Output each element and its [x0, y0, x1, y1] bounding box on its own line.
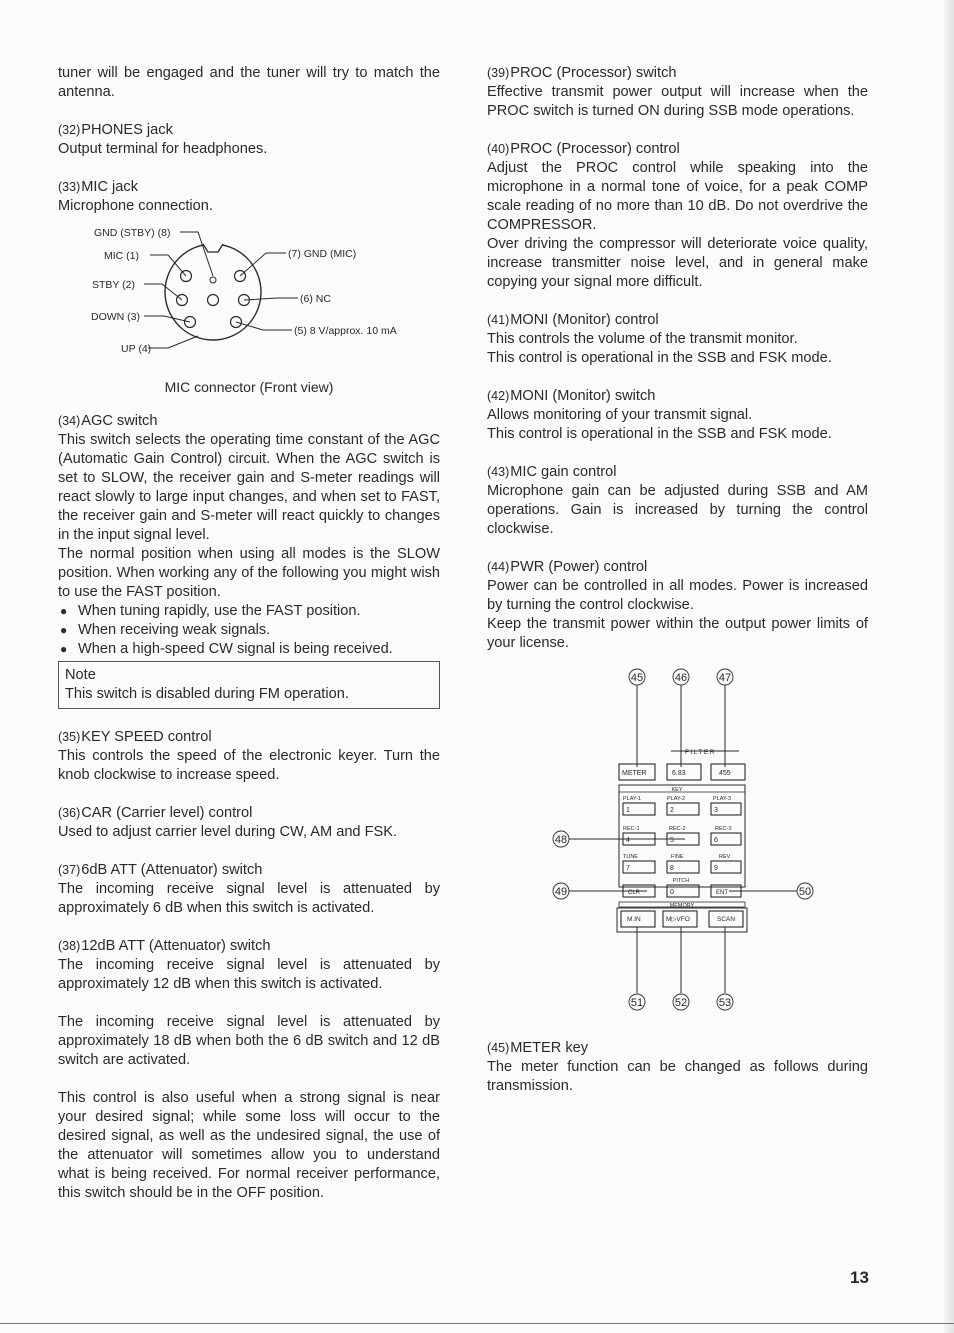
section-title: PHONES jack — [81, 122, 173, 138]
memory-label: MEMORY — [669, 903, 695, 909]
callout-47-text: 47 — [718, 672, 732, 684]
pin-4-label: UP (4) — [121, 343, 152, 355]
play-2-label: PLAY-2 — [667, 796, 686, 802]
tune-label: TUNE — [623, 854, 638, 860]
pin-center — [210, 277, 216, 283]
bottom-rule — [0, 1323, 954, 1324]
note-body: This switch is disabled during FM operation. — [65, 686, 349, 702]
item-number: (36) — [58, 806, 81, 820]
section-heading — [58, 937, 440, 956]
callout-53-text: 53 — [718, 997, 732, 1009]
rec-2-label: REC-2 — [669, 826, 686, 832]
section-body: Effective transmit power output will increase when the PROC switch is turned ON during SSB mode operations. — [487, 84, 868, 119]
list-item: ● When receiving weak signals. — [58, 621, 440, 640]
meter-key-label: METER — [622, 770, 647, 777]
section-body: Microphone connection. — [58, 198, 213, 214]
item-number: (34) — [58, 414, 81, 428]
leader-4 — [148, 336, 198, 348]
section-body-2: This control is operational in the SSB and FSK mode. — [487, 426, 832, 442]
leader-7 — [240, 253, 286, 276]
item-number: (32) — [58, 123, 81, 137]
item-number: (39) — [487, 66, 510, 80]
filter-455-label: 455 — [719, 770, 731, 777]
pin-2-label: STBY (2) — [92, 279, 135, 291]
pin-6-label: (6) NC — [300, 293, 331, 305]
section-title: PWR (Power) control — [510, 559, 648, 575]
section-body: The incoming receive signal level is attenuated by approximately 12 dB when this switch is activated. — [58, 957, 440, 992]
item-number: (38) — [58, 939, 81, 953]
section-heading — [58, 728, 440, 747]
pitch-label: PITCH — [672, 878, 690, 884]
play-1-label: PLAY-1 — [623, 796, 642, 802]
section-body: This controls the speed of the electronic keyer. Turn the knob clockwise to increase speed. — [58, 748, 440, 783]
section-heading — [487, 558, 868, 577]
item-number: (33) — [58, 180, 81, 194]
list-item: ● When a high-speed CW signal is being received. — [58, 640, 440, 659]
intro-text: tuner will be engaged and the tuner will try to match the antenna. — [58, 65, 440, 100]
section-32 — [58, 121, 440, 159]
section-44 — [487, 558, 868, 653]
pin-8 — [208, 295, 219, 306]
item-number: (37) — [58, 863, 81, 877]
m-vfo-label: M▷VFO — [666, 916, 690, 923]
section-title: METER key — [510, 1040, 589, 1056]
section-body-2: Keep the transmit power within the output power limits of your license. — [487, 616, 868, 651]
item-number: (42) — [487, 389, 510, 403]
section-heading — [58, 861, 440, 880]
section-body: The incoming receive signal level is attenuated by approximately 6 dB when this switch is activated. — [58, 881, 440, 916]
pin-7-label: (7) GND (MIC) — [288, 248, 357, 260]
note-title: Note — [65, 667, 96, 683]
section-body: Adjust the PROC control while speaking into the microphone in a normal tone of voice, for a peak COMP scale reading of no more than 10 dB. Do not overdrive the COMPRESSOR. — [487, 160, 868, 233]
section-body: This controls the volume of the transmit monitor. — [487, 331, 798, 347]
scan-label: SCAN — [717, 916, 736, 923]
m-in-label: M.IN — [627, 916, 641, 923]
section-heading — [487, 311, 868, 330]
section-title: MIC gain control — [510, 464, 617, 480]
section-heading — [487, 1039, 868, 1058]
section-title: MONI (Monitor) switch — [510, 388, 656, 404]
section-43 — [487, 463, 868, 539]
list-item: ● When tuning rapidly, use the FAST position. — [58, 602, 440, 621]
section-body-3: This control is also useful when a strong signal is near your desired signal; while some loss will occur to the desired signal, as well as the undesired signal, the use of the attenuator will sometimes allow you to understand what is being received. For normal receiver performance, this switch should be in the OFF position. — [58, 1090, 440, 1201]
section-body: Power can be controlled in all modes. Power is increased by turning the control clockwise. — [487, 578, 868, 613]
section-body-2: The normal position when using all modes is the SLOW position. When working any of the following you might wish to use the FAST position. — [58, 546, 440, 600]
key-2-label: 2 — [670, 807, 674, 814]
callout-48-text: 48 — [554, 834, 568, 846]
callout-50-text: 50 — [798, 886, 812, 898]
section-body-2: The incoming receive signal level is attenuated by approximately 18 dB when both the 6 dB switch and 12 dB switch are activated. — [58, 1014, 440, 1068]
key-8-label: 8 — [670, 865, 674, 872]
section-heading — [487, 387, 868, 406]
section-body: Microphone gain can be adjusted during SSB and AM operations. Gain is increased by turning the control clockwise. — [487, 483, 868, 537]
key-5-label: 5 — [670, 837, 674, 844]
section-38 — [58, 937, 440, 1203]
fine-label: FINE — [671, 854, 684, 860]
pin-5-label: (5) 8 V/approx. 10 mA — [294, 325, 397, 337]
callout-45-text: 45 — [630, 672, 644, 684]
item-number: (43) — [487, 465, 510, 479]
key-label: KEY — [671, 787, 683, 793]
intro-section — [58, 64, 440, 102]
section-title: 12dB ATT (Attenuator) switch — [81, 938, 271, 954]
leader-3 — [144, 316, 190, 322]
key-9-label: 9 — [714, 865, 718, 872]
section-title: KEY SPEED control — [81, 729, 212, 745]
leader-1 — [150, 255, 186, 276]
section-title: CAR (Carrier level) control — [81, 805, 253, 821]
leader-8 — [180, 232, 213, 276]
keypad-diagram — [487, 665, 868, 1021]
key-7-label: 7 — [626, 865, 630, 872]
section-heading — [487, 140, 868, 159]
section-37 — [58, 861, 440, 918]
rec-3-label: REC-3 — [715, 826, 732, 832]
section-body-2: This control is operational in the SSB and FSK mode. — [487, 350, 832, 366]
filter-683-label: 6.83 — [672, 770, 686, 777]
section-body: Allows monitoring of your transmit signal. — [487, 407, 753, 423]
callout-51-text: 51 — [630, 997, 644, 1009]
key-3-label: 3 — [714, 807, 718, 814]
section-body: Output terminal for headphones. — [58, 141, 268, 157]
section-title: PROC (Processor) switch — [510, 65, 677, 81]
page-edge-shadow — [944, 0, 954, 1333]
section-41 — [487, 311, 868, 368]
section-body-2: Over driving the compressor will deteriorate voice quality, increase transmitter noise level, and in general make copying your signal more difficult. — [487, 236, 868, 290]
section-heading — [487, 64, 868, 83]
section-title: AGC switch — [81, 413, 158, 429]
section-heading — [58, 178, 440, 197]
section-title: 6dB ATT (Attenuator) switch — [81, 862, 263, 878]
item-number: (41) — [487, 313, 510, 327]
section-title: MONI (Monitor) control — [510, 312, 659, 328]
section-36 — [58, 804, 440, 842]
pin-3-label: DOWN (3) — [91, 311, 141, 323]
section-body: The meter function can be changed as follows during transmission. — [487, 1059, 868, 1094]
mic-connector-diagram — [58, 220, 440, 378]
callout-46-text: 46 — [674, 672, 688, 684]
item-number: (35) — [58, 730, 81, 744]
pin-8-label: GND (STBY) (8) — [94, 227, 171, 239]
section-body: This switch selects the operating time constant of the AGC (Automatic Gain Control) circuit. When the AGC switch is set to SLOW, the receiver gain and S-meter readings will react slowly to large input changes, and when set to FAST, the receiver gain and S-meter will react quickly to changes in the input signal level. — [58, 432, 440, 543]
item-number: (40) — [487, 142, 510, 156]
section-heading — [487, 463, 868, 482]
section-heading — [58, 804, 440, 823]
section-heading — [58, 412, 440, 431]
section-heading — [58, 121, 440, 140]
section-33 — [58, 178, 440, 216]
pin-1-label: MIC (1) — [104, 250, 140, 262]
mic-connector-caption: MIC connector (Front view) — [164, 379, 334, 395]
item-number: (45) — [487, 1041, 510, 1055]
section-title: MIC jack — [81, 179, 139, 195]
item-number: (44) — [487, 560, 510, 574]
filter-label: FILTER — [685, 749, 716, 756]
key-ent-label: ENT — [716, 890, 728, 896]
rev-label: REV — [719, 854, 731, 860]
play-3-label: PLAY-3 — [713, 796, 732, 802]
leader-6 — [244, 298, 298, 300]
key-1-label: 1 — [626, 807, 630, 814]
key-6-label: 6 — [714, 837, 718, 844]
note-box — [58, 661, 440, 709]
section-34 — [58, 412, 440, 709]
rec-1-label: REC-1 — [623, 826, 640, 832]
bullet-list — [58, 602, 440, 659]
callout-52-text: 52 — [674, 997, 688, 1009]
left-column — [58, 64, 440, 1222]
section-title: PROC (Processor) control — [510, 141, 680, 157]
section-39 — [487, 64, 868, 121]
key-4-label: 4 — [626, 837, 630, 844]
callout-49-text: 49 — [554, 886, 568, 898]
right-column — [487, 64, 868, 1115]
section-42 — [487, 387, 868, 444]
key-0-label: 0 — [670, 889, 674, 896]
section-40 — [487, 140, 868, 292]
section-35 — [58, 728, 440, 785]
leader-2 — [144, 284, 182, 300]
section-body: Used to adjust carrier level during CW, AM and FSK. — [58, 824, 398, 840]
page-number: 13 — [850, 1268, 869, 1287]
section-45 — [487, 1039, 868, 1096]
key-clr-label: CLR — [628, 890, 641, 896]
